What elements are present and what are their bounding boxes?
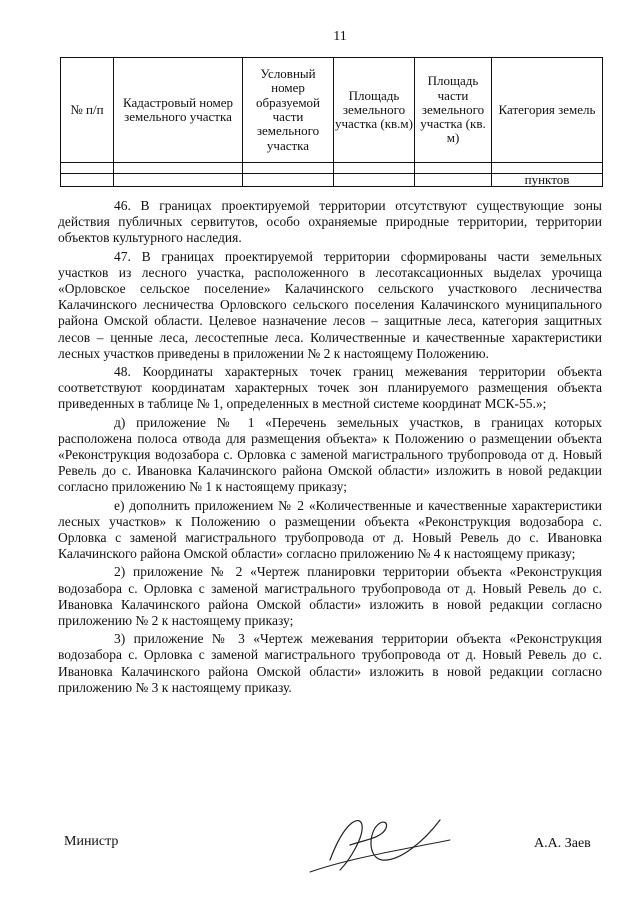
table-cell [114, 174, 243, 187]
header-number: № п/п [61, 58, 114, 163]
header-part-area: Площадь части земельного участка (кв. м) [415, 58, 492, 163]
handwritten-signature [290, 800, 460, 880]
paragraph-48: 48. Координаты характерных точек границ межевания территории объекта соответствуют координатам характерных точек зон планируемого размещения объекта приведенных в таблице № 1, определенных в местной системе координат МСК-55.»; [58, 364, 602, 412]
amendment-2: 2) приложение № 2 «Чертеж планировки территории объекта «Реконструкция водозабора с. Орловка с заменой магистрального трубопровода от д. Новый Ревель до с. Ивановка Калачинского района Омской области» изложить в новой редакции согласно приложению № 2 к настоящему приказу; [58, 564, 602, 629]
table-cell [114, 163, 243, 174]
table-cell [415, 174, 492, 187]
header-conditional-number: Условный номер образуемой части земельного участка [243, 58, 334, 163]
document-body [58, 198, 602, 696]
header-plot-area: Площадь земельного участка (кв.м) [334, 58, 415, 163]
land-plots-table [60, 57, 603, 187]
table-row [61, 174, 603, 187]
paragraph-47: 47. В границах проектируемой территории сформированы части земельных участков из лесного участка, расположенного в лесотаксационных выделах урочища «Орловское сельское поселение» Калачинского сельского участкового лесничества Калачинского лесничества Орловского сельского поселения Калачинского муниципального района Омской области. Целевое назначение лесов – защитные леса, категория защитных лесов – ценные леса, лесостепные леса. Количественные и качественные характеристики лесных участков приведены в приложении № 2 к настоящему Положению. [58, 248, 602, 361]
amendment-e: е) дополнить приложением № 2 «Количественные и качественные характеристики лесных участков» к Положению о размещении объекта «Реконструкция водозабора с. Орловка с заменой магистрального трубопровода от д. Новый Ревель до с. Ивановка Калачинского района Омской области» согласно приложению № 4 к настоящему приказу; [58, 497, 602, 562]
paragraph-46: 46. В границах проектируемой территории отсутствуют существующие зоны действия публичных сервитутов, особо охраняемые природные территории, территории объектов культурного наследия. [58, 198, 602, 246]
table-row [61, 163, 603, 174]
table-cell-category: пунктов [492, 174, 603, 187]
signature-block [0, 800, 640, 880]
table-cell [334, 174, 415, 187]
header-land-category: Категория земель [492, 58, 603, 163]
page-number: 11 [333, 29, 347, 44]
amendment-3: 3) приложение № 3 «Чертеж межевания территории объекта «Реконструкция водозабора с. Орловка с заменой магистрального трубопровода от д. Новый Ревель до с. Ивановка Калачинского района Омской области» изложить в новой редакции согласно приложению № 3 к настоящему приказу. [58, 631, 602, 695]
table-cell [415, 163, 492, 174]
table-cell [334, 163, 415, 174]
amendment-d: д) приложение № 1 «Перечень земельных участков, в границах которых расположена полоса отвода для размещения объекта» к Положению о размещении объекта «Реконструкция водозабора с. Орловка с заменой магистрального трубопровода от д. Новый Ревель до с. Ивановка Калачинского района Омской области» изложить в новой редакции согласно приложению № 1 к настоящему приказу; [58, 414, 602, 495]
signatory-position: Министр [64, 834, 119, 849]
table-cell [243, 163, 334, 174]
table-cell [243, 174, 334, 187]
table-cell [61, 163, 114, 174]
signatory-name: А.А. Заев [534, 836, 591, 851]
table-header-row [61, 58, 603, 163]
header-cadastral-number: Кадастровый номер земельного участка [114, 58, 243, 163]
table-cell [61, 174, 114, 187]
